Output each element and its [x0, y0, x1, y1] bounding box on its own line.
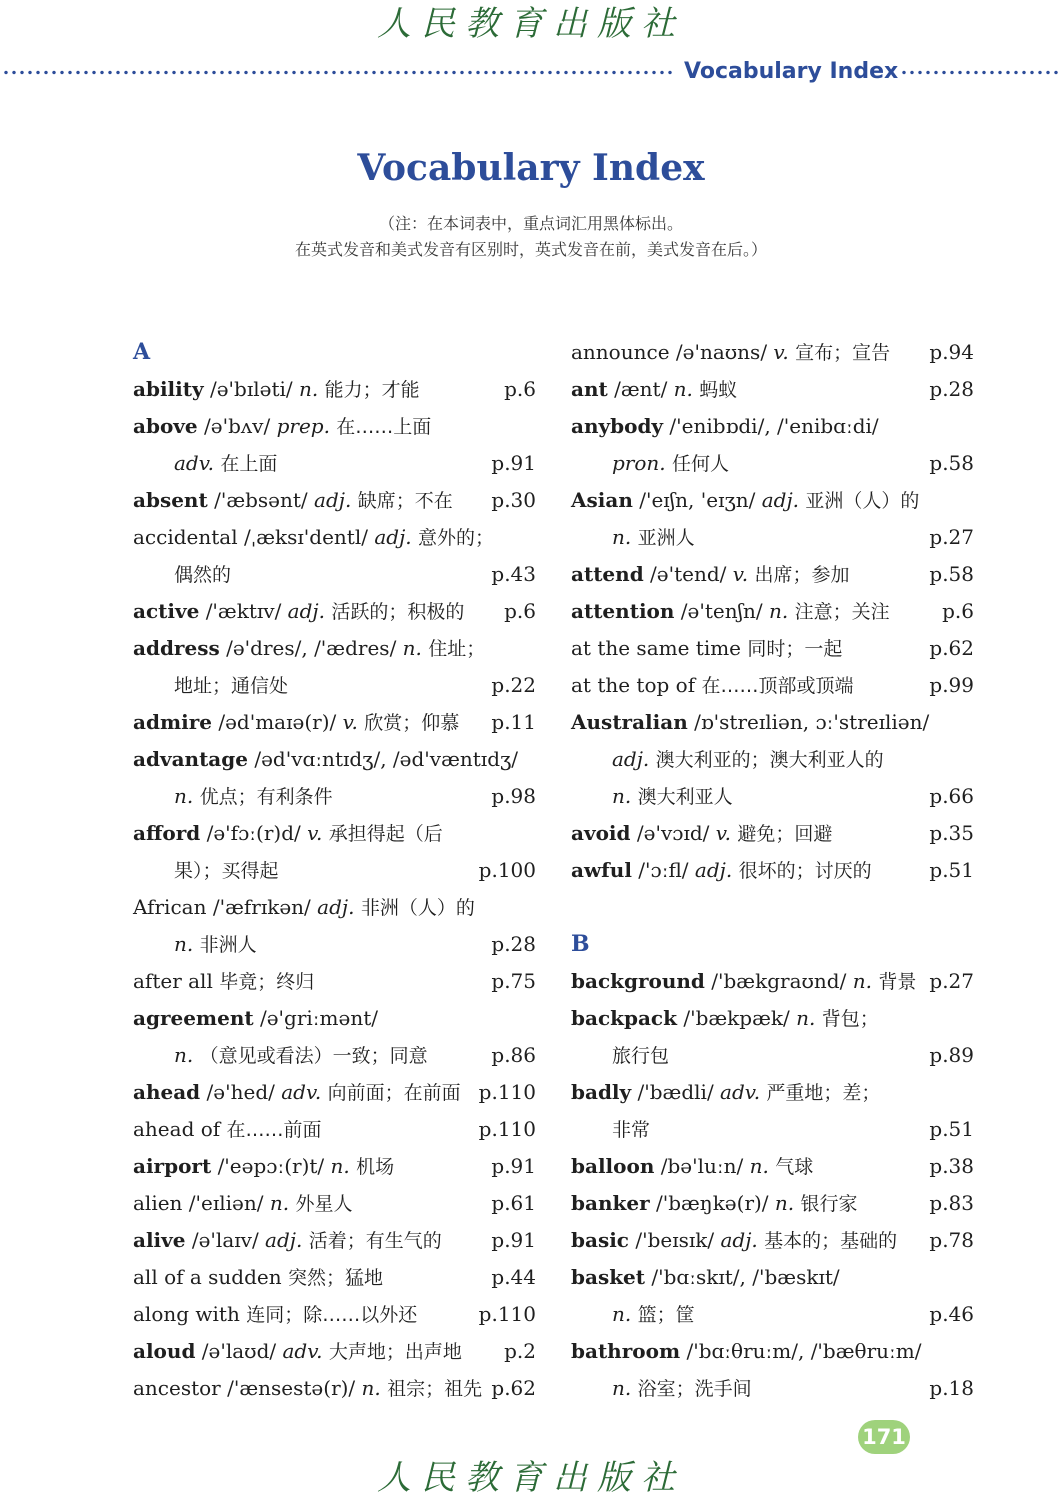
entry-pos: adv.	[720, 1080, 761, 1104]
entry-page: p.78	[929, 1228, 974, 1252]
entry-word: bathroom	[571, 1339, 681, 1363]
entry-page: p.110	[478, 1302, 536, 1326]
letter-heading: B	[571, 931, 590, 957]
entry-word: badly	[571, 1080, 632, 1104]
entry-meaning: 缺席；不在	[357, 490, 453, 512]
entry-meaning: 能力；才能	[324, 379, 420, 401]
vocab-entry	[571, 1000, 974, 1037]
entry-phonetic: /'ɔːfl/	[638, 858, 689, 882]
entry-meaning: 意外的；	[418, 527, 495, 549]
entry-continuation	[133, 778, 536, 815]
entry-meaning: 地址；通信处	[174, 675, 289, 697]
entry-page: p.18	[929, 1376, 974, 1400]
entry-phonetic: /'bædli/	[637, 1080, 714, 1104]
entry-page: p.27	[929, 969, 974, 993]
entry-phonetic: /əd'vɑːntɪdʒ/, /əd'væntɪdʒ/	[254, 747, 519, 771]
entry-pos: n.	[174, 932, 194, 956]
entry-pos: n.	[774, 1191, 795, 1215]
vocab-entry	[571, 815, 974, 852]
entry-pos: n.	[612, 1302, 632, 1326]
entry-meaning: 外星人	[295, 1193, 353, 1215]
entry-page: p.86	[491, 1043, 536, 1067]
entry-page: p.43	[491, 562, 536, 586]
entry-phonetic: /'bæŋkə(r)/	[655, 1191, 769, 1215]
entry-pos: adj.	[317, 895, 355, 919]
entry-word: aloud	[133, 1339, 196, 1363]
entry-word: at the same time	[571, 636, 742, 660]
entry-page: p.35	[929, 821, 974, 845]
entry-word: banker	[571, 1191, 650, 1215]
page-title: Vocabulary Index	[357, 147, 705, 189]
entry-meaning: 住址；	[428, 638, 486, 660]
entry-meaning: 大声地；出声地	[328, 1341, 462, 1363]
entry-page: p.44	[491, 1265, 536, 1289]
vocab-entry	[571, 630, 974, 667]
vocab-entry	[571, 1333, 974, 1370]
entry-phonetic: /ə'laʊd/	[201, 1339, 277, 1363]
entry-pos: v.	[715, 821, 732, 845]
entry-pos: v.	[732, 562, 749, 586]
vocab-entry	[571, 667, 974, 704]
entry-word: attention	[571, 599, 675, 623]
entry-word: ahead	[133, 1080, 201, 1104]
entry-phonetic: /ə'naʊns/	[675, 340, 768, 364]
vocab-entry	[133, 630, 536, 667]
entry-page: p.66	[929, 784, 974, 808]
entry-pos: pron.	[612, 451, 666, 475]
dotted-rule-left	[2, 70, 674, 75]
entry-word: ahead of	[133, 1117, 221, 1141]
entry-page: p.28	[929, 377, 974, 401]
entry-pos: adv.	[282, 1339, 323, 1363]
vocab-entry	[571, 852, 974, 889]
entry-meaning: 澳大利亚人	[637, 786, 733, 808]
entry-page: p.62	[491, 1376, 536, 1400]
vocab-entry	[571, 704, 974, 741]
vocab-entry	[571, 1148, 974, 1185]
entry-pos: n.	[612, 525, 632, 549]
page-number-badge: 171	[858, 1420, 910, 1454]
vocab-entry	[133, 704, 536, 741]
entry-phonetic: /'enibɒdi/, /'enibɑːdi/	[669, 414, 879, 438]
entry-meaning: 在……上面	[336, 416, 432, 438]
vocab-entry	[571, 482, 974, 519]
blank-row	[571, 889, 974, 926]
entry-phonetic: /ə'bʌv/	[204, 414, 271, 438]
entry-pos: n.	[852, 969, 872, 993]
vocab-entry	[133, 1370, 536, 1407]
entry-page: p.11	[491, 710, 536, 734]
entry-word: ancestor	[133, 1376, 221, 1400]
entry-phonetic: /'eəpɔː(r)t/	[217, 1154, 325, 1178]
entry-page: p.22	[491, 673, 536, 697]
entry-phonetic: /'eɪliən/	[188, 1191, 264, 1215]
entry-word: alive	[133, 1228, 186, 1252]
entry-meaning: 注意；关注	[794, 601, 890, 623]
entry-continuation	[571, 1296, 974, 1333]
entry-word: absent	[133, 488, 208, 512]
entry-meaning: 向前面；在前面	[327, 1082, 461, 1104]
entry-continuation	[133, 1037, 536, 1074]
vocab-entry	[133, 741, 536, 778]
entry-word: address	[133, 636, 220, 660]
entry-pos: n.	[673, 377, 693, 401]
entry-pos: adj.	[720, 1228, 758, 1252]
entry-pos: adj.	[287, 599, 325, 623]
entry-word: admire	[133, 710, 212, 734]
entry-word: background	[571, 969, 705, 993]
vocab-entry	[571, 334, 974, 371]
entry-meaning: 浴室；洗手间	[637, 1378, 752, 1400]
entry-continuation	[133, 667, 536, 704]
entry-meaning: 在……顶部或顶端	[701, 675, 854, 697]
entry-page: p.91	[491, 1228, 536, 1252]
entry-phonetic: /'eɪʃn, 'eɪʒn/	[639, 488, 756, 512]
entry-meaning: 欣赏；仰慕	[364, 712, 460, 734]
entry-meaning: 严重地；差；	[766, 1082, 881, 1104]
entry-phonetic: /ə'vɔɪd/	[636, 821, 710, 845]
entry-pos: n.	[269, 1191, 290, 1215]
vocab-entry	[133, 1333, 536, 1370]
entry-page: p.28	[491, 932, 536, 956]
dotted-rule-right	[900, 70, 1060, 75]
entry-page: p.51	[929, 1117, 974, 1141]
vocab-entry	[571, 1185, 974, 1222]
entry-continuation	[571, 741, 974, 778]
entry-page: p.6	[504, 377, 536, 401]
entry-word: ant	[571, 377, 608, 401]
entry-page: p.2	[504, 1339, 536, 1363]
entry-pos: n.	[174, 784, 194, 808]
entry-pos: n.	[402, 636, 422, 660]
entry-page: p.91	[491, 451, 536, 475]
vocab-entry	[133, 482, 536, 519]
entry-pos: n.	[612, 784, 632, 808]
entry-phonetic: /bə'luːn/	[660, 1154, 744, 1178]
entry-meaning: 蚂蚁	[699, 379, 738, 401]
entry-phonetic: /ə'tend/	[650, 562, 727, 586]
vocab-entry	[133, 1111, 536, 1148]
vocab-entry	[571, 1074, 974, 1111]
vocab-entry	[133, 1185, 536, 1222]
entry-meaning: 非洲人	[199, 934, 257, 956]
entry-pos: v.	[307, 821, 323, 845]
entry-meaning: 连同；除……以外还	[246, 1304, 418, 1326]
entry-meaning: 气球	[775, 1156, 814, 1178]
entry-word: anybody	[571, 414, 664, 438]
entry-pos: adv.	[174, 451, 215, 475]
vocab-entry	[133, 593, 536, 630]
entry-phonetic: /ə'tenʃn/	[680, 599, 763, 623]
entry-page: p.30	[491, 488, 536, 512]
entry-page: p.75	[491, 969, 536, 993]
vocab-entry	[133, 889, 536, 926]
vocab-entry	[571, 1259, 974, 1296]
entry-word: Australian	[571, 710, 688, 734]
entry-meaning: 亚洲（人）的	[805, 490, 920, 512]
entry-page: p.46	[929, 1302, 974, 1326]
entry-meaning: 基本的；基础的	[764, 1230, 898, 1252]
entry-phonetic: /ə'griːmənt/	[259, 1006, 378, 1030]
entry-meaning: 机场	[356, 1156, 395, 1178]
entry-word: all of a sudden	[133, 1265, 282, 1289]
vocab-entry	[571, 408, 974, 445]
entry-meaning: 非常	[612, 1119, 651, 1141]
entry-pos: adj.	[612, 747, 650, 771]
publisher-logo-bottom: 人民教育出版社	[377, 1458, 685, 1498]
entry-page: p.6	[504, 599, 536, 623]
entry-word: accidental	[133, 525, 238, 549]
entry-pos: n.	[174, 1043, 194, 1067]
entry-page: p.83	[929, 1191, 974, 1215]
entry-pos: n.	[330, 1154, 350, 1178]
vocab-entry	[133, 1222, 536, 1259]
vocab-entry	[133, 1074, 536, 1111]
entry-page: p.6	[942, 599, 974, 623]
entry-page: p.51	[929, 858, 974, 882]
running-head-title: Vocabulary Index	[684, 59, 899, 84]
entry-page: p.94	[929, 340, 974, 364]
entry-meaning: 在上面	[220, 453, 278, 475]
entry-meaning: 出席；参加	[754, 564, 850, 586]
entry-meaning: 银行家	[800, 1193, 858, 1215]
entry-pos: v.	[342, 710, 358, 734]
entry-phonetic: /ɒ'streɪliən, ɔː'streɪliən/	[694, 710, 930, 734]
entry-pos: v.	[773, 340, 789, 364]
entry-word: alien	[133, 1191, 183, 1215]
vocab-entry	[133, 963, 536, 1000]
entry-word: active	[133, 599, 200, 623]
entry-page: p.99	[929, 673, 974, 697]
entry-pos: n.	[299, 377, 319, 401]
publisher-logo-top: 人民教育出版社	[377, 4, 685, 44]
entry-page: p.110	[478, 1117, 536, 1141]
entry-page: p.58	[929, 451, 974, 475]
entry-phonetic: /ə'dres/, /'ædres/	[226, 636, 397, 660]
entry-word: airport	[133, 1154, 212, 1178]
entry-meaning: 背景	[878, 971, 917, 993]
entry-phonetic: /ˌæksɪ'dentl/	[243, 525, 368, 549]
running-header	[0, 58, 1062, 86]
entry-page: p.38	[929, 1154, 974, 1178]
vocab-column-right	[571, 334, 974, 1407]
entry-page: p.58	[929, 562, 974, 586]
entry-pos: n.	[796, 1006, 816, 1030]
entry-pos: prep.	[276, 414, 330, 438]
entry-word: basic	[571, 1228, 629, 1252]
entry-meaning: 澳大利亚的；澳大利亚人的	[655, 749, 884, 771]
vocab-entry	[133, 1148, 536, 1185]
entry-word: balloon	[571, 1154, 655, 1178]
entry-meaning: 偶然的	[174, 564, 232, 586]
vocab-entry	[133, 519, 536, 556]
entry-continuation	[133, 852, 536, 889]
entry-phonetic: /'bɑːskɪt/, /'bæskɪt/	[651, 1265, 840, 1289]
entry-continuation	[571, 1037, 974, 1074]
entry-pos: adj.	[265, 1228, 303, 1252]
entry-meaning: 在……前面	[226, 1119, 322, 1141]
vocab-entry	[133, 408, 536, 445]
entry-page: p.100	[478, 858, 536, 882]
entry-continuation	[133, 926, 536, 963]
entry-meaning: 宣布；宣告	[795, 342, 891, 364]
entry-continuation	[571, 1111, 974, 1148]
entry-phonetic: /ə'hed/	[206, 1080, 275, 1104]
entry-meaning: 活跃的；积极的	[331, 601, 465, 623]
entry-word: attend	[571, 562, 644, 586]
vocab-column-left	[133, 334, 536, 1407]
vocab-entry	[133, 1000, 536, 1037]
entry-meaning: 毕竟；终归	[219, 971, 315, 993]
vocab-entry	[571, 1222, 974, 1259]
entry-pos: adj.	[374, 525, 412, 549]
entry-phonetic: /ə'fɔː(r)d/	[206, 821, 301, 845]
entry-meaning: 突然；猛地	[287, 1267, 383, 1289]
vocab-entry	[133, 1259, 536, 1296]
entry-meaning: 背包；	[821, 1008, 879, 1030]
entry-word: African	[133, 895, 207, 919]
entry-meaning: 优点；有利条件	[199, 786, 333, 808]
entry-word: announce	[571, 340, 670, 364]
entry-meaning: 亚洲人	[637, 527, 695, 549]
entry-page: p.91	[491, 1154, 536, 1178]
entry-continuation	[571, 1370, 974, 1407]
entry-phonetic: /'ænsestə(r)/	[227, 1376, 356, 1400]
entry-pos: n.	[769, 599, 789, 623]
entry-word: awful	[571, 858, 632, 882]
vocab-entry	[133, 371, 536, 408]
vocab-entry	[571, 963, 974, 1000]
entry-phonetic: /'æktɪv/	[205, 599, 282, 623]
note-line-1: （注：在本词表中，重点词汇用黑体标出。	[378, 214, 683, 233]
entry-page: p.89	[929, 1043, 974, 1067]
entry-pos: adj.	[314, 488, 352, 512]
entry-word: advantage	[133, 747, 248, 771]
entry-pos: n.	[612, 1376, 632, 1400]
entry-meaning: 篮；筐	[637, 1304, 695, 1326]
entry-phonetic: /'bɑːθruːm/, /'bæθruːm/	[686, 1339, 922, 1363]
entry-pos: adj.	[761, 488, 800, 512]
entry-word: afford	[133, 821, 201, 845]
entry-word: along with	[133, 1302, 240, 1326]
entry-meaning: 很坏的；讨厌的	[738, 860, 872, 882]
entry-word: after all	[133, 969, 213, 993]
entry-word: basket	[571, 1265, 646, 1289]
entry-phonetic: /'bækpæk/	[683, 1006, 790, 1030]
note-line-2: 在英式发音和美式发音有区别时，英式发音在前，美式发音在后。）	[294, 240, 767, 259]
entry-page: p.27	[929, 525, 974, 549]
entry-page: p.62	[929, 636, 974, 660]
entry-phonetic: /'bækgraʊnd/	[711, 969, 847, 993]
entry-meaning: 避免；回避	[737, 823, 833, 845]
entry-continuation	[133, 556, 536, 593]
entry-word: agreement	[133, 1006, 254, 1030]
entry-phonetic: /'beɪsɪk/	[635, 1228, 715, 1252]
entry-meaning: 任何人	[672, 453, 730, 475]
entry-word: above	[133, 414, 198, 438]
entry-continuation	[133, 445, 536, 482]
entry-word: ability	[133, 377, 204, 401]
vocab-entry	[571, 371, 974, 408]
entry-meaning: 果）；买得起	[174, 860, 279, 882]
entry-meaning: 非洲（人）的	[360, 897, 475, 919]
entry-phonetic: /'æfrɪkən/	[212, 895, 311, 919]
entry-pos: n.	[749, 1154, 769, 1178]
entry-phonetic: /əd'maɪə(r)/	[218, 710, 337, 734]
entry-continuation	[571, 445, 974, 482]
entry-phonetic: /'æbsənt/	[214, 488, 308, 512]
letter-heading: A	[133, 339, 151, 365]
entry-meaning: 活着；有生气的	[308, 1230, 442, 1252]
entry-meaning: 同时；一起	[747, 638, 843, 660]
entry-word: avoid	[571, 821, 631, 845]
vocab-entry	[133, 1296, 536, 1333]
entry-meaning: 旅行包	[612, 1045, 670, 1067]
entry-page: p.61	[491, 1191, 536, 1215]
entry-page: p.110	[478, 1080, 536, 1104]
entry-meaning: 祖宗；祖先	[387, 1378, 483, 1400]
entry-continuation	[571, 519, 974, 556]
entry-word: Asian	[571, 488, 633, 512]
entry-pos: adv.	[281, 1080, 322, 1104]
entry-word: backpack	[571, 1006, 677, 1030]
vocab-entry	[133, 815, 536, 852]
entry-phonetic: /ə'laɪv/	[191, 1228, 259, 1252]
vocab-entry	[571, 593, 974, 630]
vocab-entry	[571, 556, 974, 593]
entry-continuation	[571, 778, 974, 815]
entry-phonetic: /ə'bɪləti/	[209, 377, 293, 401]
entry-meaning: 承担得起（后	[328, 823, 443, 845]
entry-page: p.98	[491, 784, 536, 808]
entry-pos: adj.	[694, 858, 733, 882]
entry-pos: n.	[361, 1376, 381, 1400]
entry-word: at the top of	[571, 673, 696, 697]
entry-meaning: （意见或看法）一致；同意	[199, 1045, 428, 1067]
entry-phonetic: /ænt/	[614, 377, 668, 401]
